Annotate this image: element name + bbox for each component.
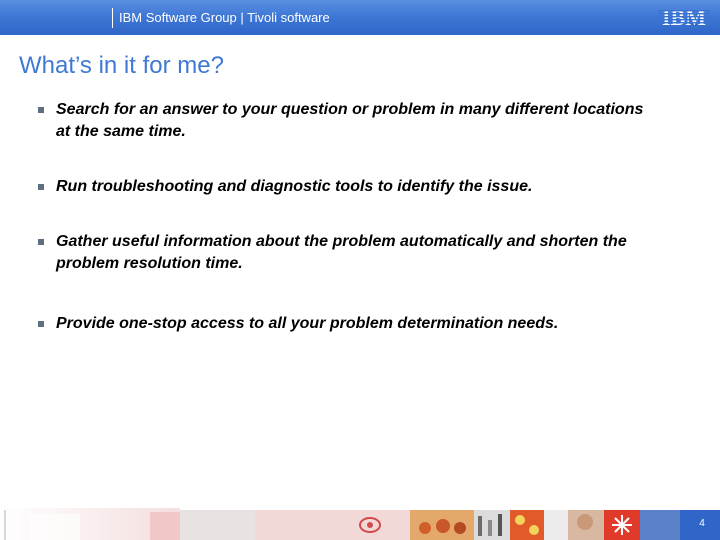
chess-piece-icon: [419, 522, 431, 534]
bullet-text: Gather useful information about the problem automatically and shorten the problem resolution time.: [56, 233, 627, 272]
bullet-item: [38, 99, 658, 143]
square-bullet-icon: [38, 321, 44, 327]
header-bar: [0, 0, 720, 35]
footer-image-strip: [0, 508, 720, 540]
square-bullet-icon: [38, 107, 44, 113]
page-number: 4: [699, 518, 705, 529]
footer-banner: [0, 508, 720, 540]
slide-title: What’s in it for me?: [19, 52, 224, 79]
bullet-text: Provide one-stop access to all your problem determination needs.: [56, 315, 559, 332]
header-title: IBM Software Group | Tivoli software: [112, 8, 330, 28]
bullet-item: [38, 231, 658, 275]
starburst-icon: [612, 515, 632, 535]
square-bullet-icon: [38, 239, 44, 245]
bullet-item: [38, 313, 658, 335]
bullet-text: Search for an answer to your question or problem in many different locations at the same time.: [56, 101, 644, 140]
square-bullet-icon: [38, 184, 44, 190]
bullet-item: [38, 176, 658, 198]
ibm-logo: [658, 6, 710, 28]
bullet-text: Run troubleshooting and diagnostic tools to identify the issue.: [56, 178, 533, 195]
